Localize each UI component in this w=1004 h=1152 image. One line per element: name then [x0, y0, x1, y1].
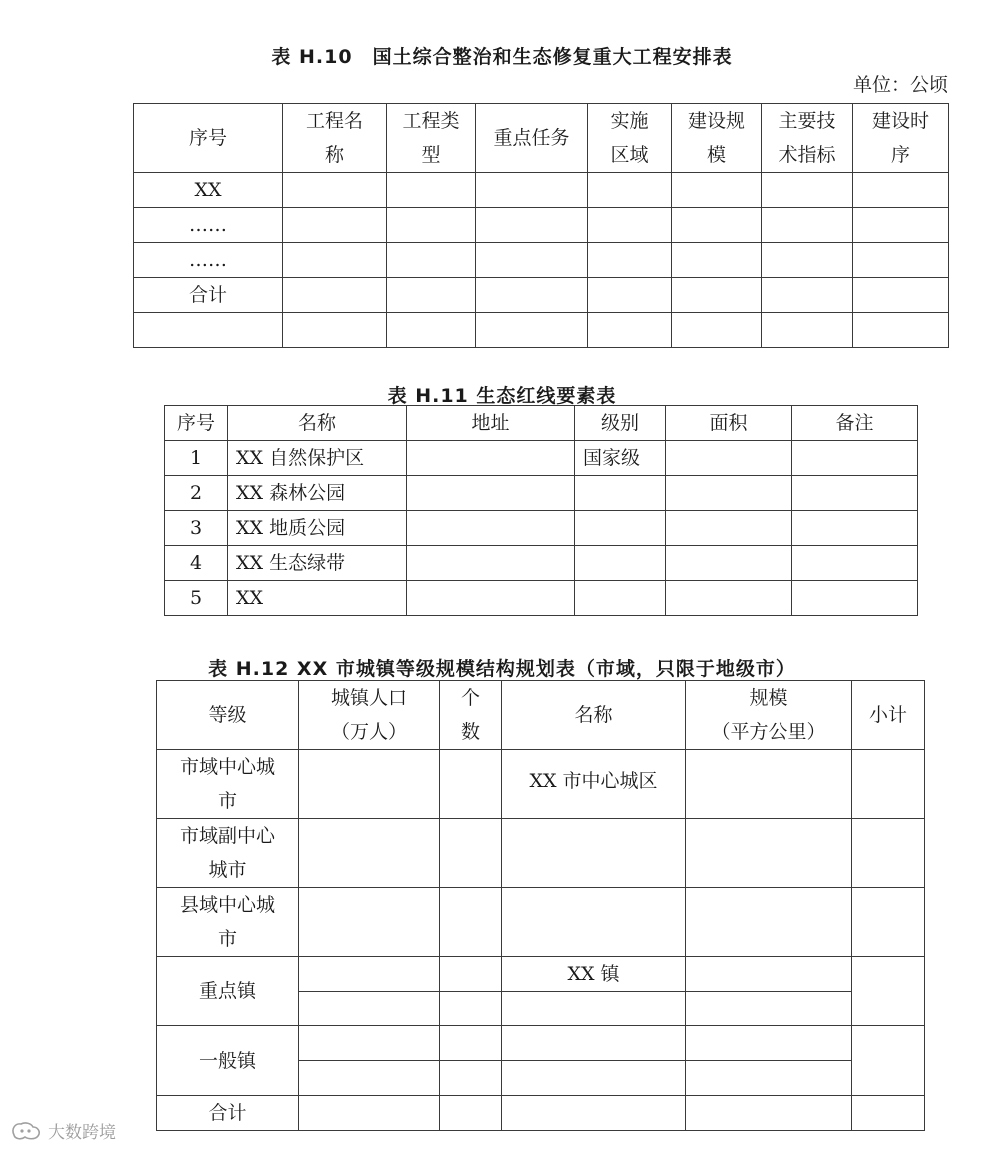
header-cell: 建设时 序: [853, 104, 949, 173]
header-cell: 实施 区域: [588, 104, 672, 173]
row-label: 重点镇: [157, 957, 299, 1026]
table-row: [134, 243, 949, 278]
table-row: [165, 546, 918, 581]
header-cell: 建设规 模: [672, 104, 762, 173]
header-cell: 名称: [502, 681, 686, 750]
header-cell: 备注: [792, 406, 918, 441]
watermark-logo-icon: [10, 1120, 42, 1142]
row-level: 国家级: [575, 441, 666, 476]
table-row: [157, 888, 925, 957]
row-label: XX: [134, 173, 283, 208]
row-number: 5: [165, 581, 228, 616]
header-cell: 等级: [157, 681, 299, 750]
row-label: ……: [134, 243, 283, 278]
table-row: [134, 278, 949, 313]
table-h11: [164, 405, 918, 616]
row-level: [575, 546, 666, 581]
header-cell: 序号: [165, 406, 228, 441]
row-level: [575, 511, 666, 546]
watermark-text: 大数跨境: [48, 1123, 116, 1143]
watermark: [10, 1118, 116, 1143]
table-row: [157, 750, 925, 819]
row-label: 县域中心城 市: [157, 888, 299, 957]
header-cell: 个 数: [440, 681, 502, 750]
header-cell: 面积: [666, 406, 792, 441]
table-h12-header-row: [157, 681, 925, 750]
table-h12: [156, 680, 925, 1131]
row-label: 一般镇: [157, 1026, 299, 1096]
table-row: [165, 441, 918, 476]
table-row: [134, 208, 949, 243]
row-label: 市域中心城 市: [157, 750, 299, 819]
row-number: 3: [165, 511, 228, 546]
table-row: [157, 1026, 925, 1061]
row-name: XX: [228, 581, 407, 616]
row-label: 合计: [134, 278, 283, 313]
table-h11-header-row: [165, 406, 918, 441]
row-level: [575, 581, 666, 616]
row-name: XX 森林公园: [228, 476, 407, 511]
table-row: [157, 957, 925, 992]
row-label: 合计: [157, 1096, 299, 1131]
header-cell: 主要技 术指标: [762, 104, 853, 173]
table-row: [157, 819, 925, 888]
header-cell: 名称: [228, 406, 407, 441]
row-name: XX 地质公园: [228, 511, 407, 546]
table-row: [134, 313, 949, 348]
table-row: [134, 173, 949, 208]
row-label: ……: [134, 208, 283, 243]
row-name: XX 市中心城区: [502, 750, 686, 819]
header-cell: 城镇人口 （万人）: [299, 681, 440, 750]
table-h10-header-row: [134, 104, 949, 173]
header-cell: 工程类 型: [387, 104, 476, 173]
header-cell: 序号: [134, 104, 283, 173]
table-row: [165, 511, 918, 546]
table-row: [157, 1096, 925, 1131]
row-name: XX 生态绿带: [228, 546, 407, 581]
table-row: [165, 581, 918, 616]
table-h10-title: 表 H.10 国土综合整治和生态修复重大工程安排表: [271, 46, 733, 68]
row-name: XX 镇: [502, 957, 686, 992]
row-number: 1: [165, 441, 228, 476]
header-cell: 级别: [575, 406, 666, 441]
header-cell: 工程名 称: [283, 104, 387, 173]
row-name: XX 自然保护区: [228, 441, 407, 476]
row-level: [575, 476, 666, 511]
unit-label: 单位：公顷: [852, 74, 948, 96]
table-row: [165, 476, 918, 511]
row-number: 2: [165, 476, 228, 511]
header-cell: 地址: [407, 406, 575, 441]
header-cell: 规模 （平方公里）: [686, 681, 852, 750]
table-h11-title: 表 H.11 生态红线要素表: [387, 385, 617, 407]
row-label: 市域副中心 城市: [157, 819, 299, 888]
row-label: [134, 313, 283, 348]
table-h10: [133, 103, 949, 348]
row-number: 4: [165, 546, 228, 581]
table-h12-title: 表 H.12 XX 市城镇等级规模结构规划表（市域，只限于地级市）: [208, 658, 796, 680]
header-cell: 重点任务: [476, 104, 588, 173]
header-cell: 小计: [852, 681, 925, 750]
